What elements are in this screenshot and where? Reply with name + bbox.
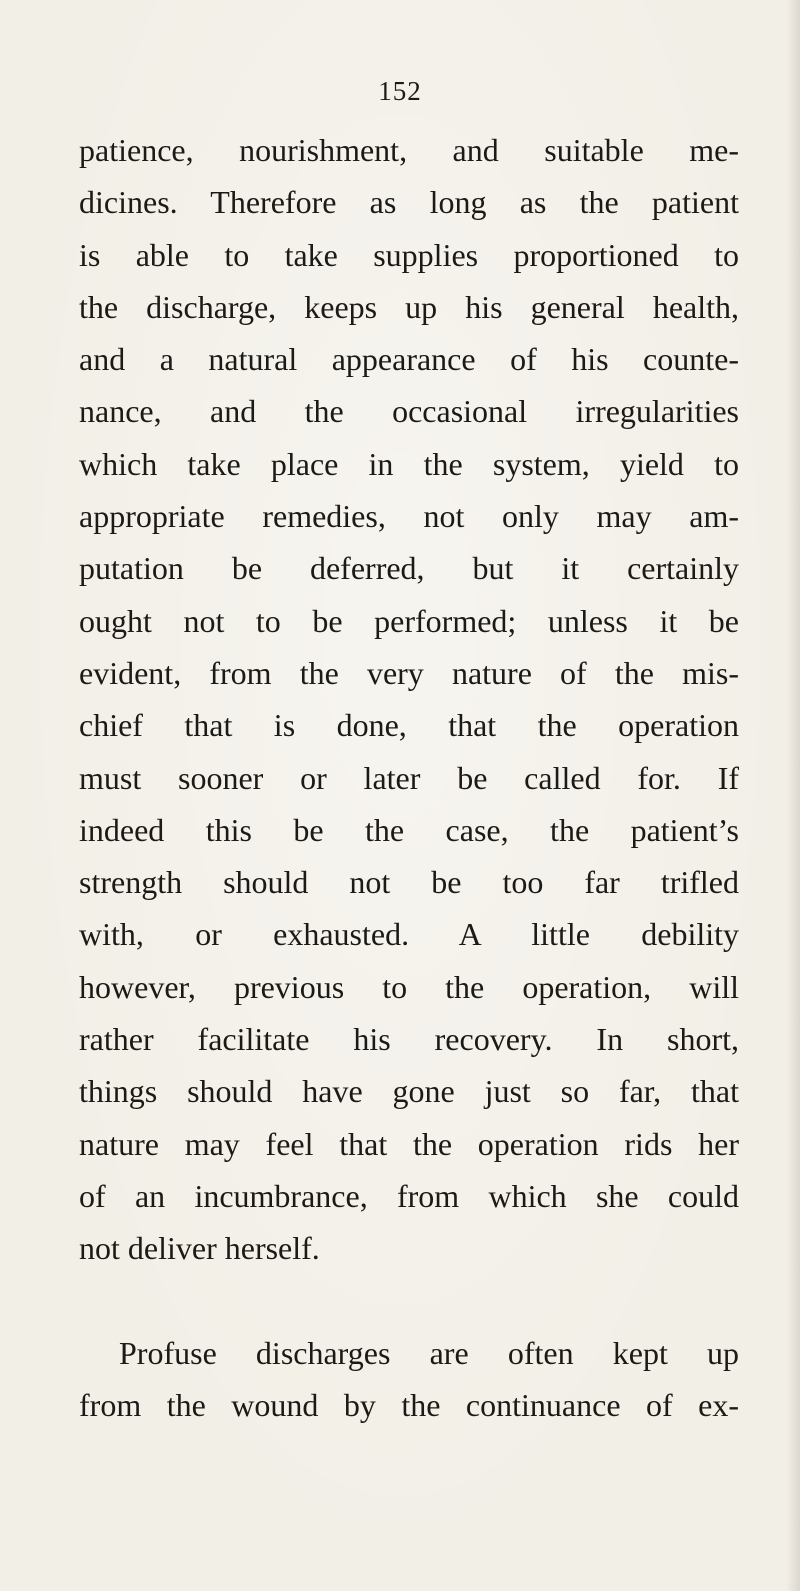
text-line: Profuse discharges are often kept up bbox=[119, 1334, 739, 1371]
text-line: is able to take supplies proportioned to bbox=[79, 236, 739, 273]
text-line: must sooner or later be called for. If bbox=[79, 759, 739, 796]
text-line: rather facilitate his recovery. In short, bbox=[79, 1021, 739, 1058]
text-line: which take place in the system, yield to bbox=[79, 445, 739, 482]
text-line: dicines. Therefore as long as the patient bbox=[79, 184, 739, 221]
page-number: 152 bbox=[378, 76, 422, 106]
paragraph bbox=[79, 124, 739, 1275]
page-edge-shadow bbox=[786, 0, 800, 1591]
text-line: chief that is done, that the operation bbox=[79, 707, 739, 744]
paragraph-gap bbox=[79, 1275, 739, 1327]
text-line: strength should not be too far trifled bbox=[79, 864, 739, 901]
text-line: evident, from the very nature of the mis- bbox=[79, 654, 739, 691]
text-line: not deliver herself. bbox=[79, 1230, 320, 1267]
text-line: and a natural appearance of his counte- bbox=[79, 341, 739, 378]
text-line: from the wound by the continuance of ex- bbox=[79, 1386, 739, 1423]
paragraph bbox=[79, 1327, 739, 1432]
text-line: putation be deferred, but it certainly bbox=[79, 550, 739, 587]
text-line: ought not to be performed; unless it be bbox=[79, 602, 739, 639]
text-line: of an incumbrance, from which she could bbox=[79, 1177, 739, 1214]
body-text bbox=[79, 124, 739, 1431]
text-line: things should have gone just so far, that bbox=[79, 1073, 739, 1110]
text-line: nance, and the occasional irregularities bbox=[79, 393, 739, 430]
text-line: however, previous to the operation, will bbox=[79, 968, 739, 1005]
text-line: indeed this be the case, the patient’s bbox=[79, 811, 739, 848]
text-line: with, or exhausted. A little debility bbox=[79, 916, 739, 953]
text-line: nature may feel that the operation rids her bbox=[79, 1125, 739, 1162]
text-line: patience, nourishment, and suitable me- bbox=[79, 132, 739, 168]
text-line: the discharge, keeps up his general health, bbox=[79, 288, 739, 325]
text-line: appropriate remedies, not only may am- bbox=[79, 498, 739, 535]
